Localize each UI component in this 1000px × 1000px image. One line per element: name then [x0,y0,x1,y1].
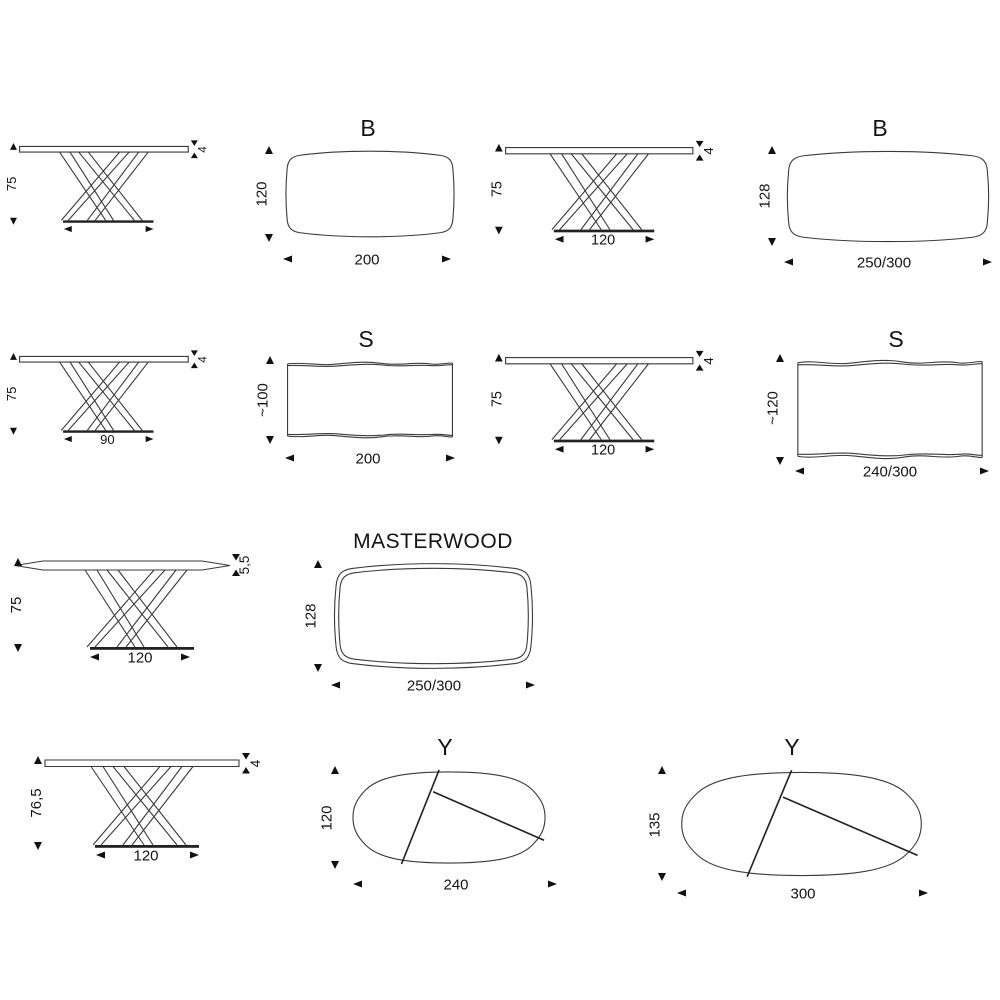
width-dim-label: 90 [100,431,115,447]
arrow-right-icon [181,654,190,661]
arrow-down-icon [191,350,198,356]
table-front-drawing [20,356,189,432]
thickness-dimension [191,350,210,368]
arrow-up-icon [495,354,503,362]
arrow-up-icon [14,558,22,566]
width-dim-label: 120 [591,442,616,459]
top-view-diagram-b1 [248,104,466,272]
arrow-up-icon [768,146,776,154]
table-front-drawing [506,148,693,233]
tabletop-outline [682,770,922,876]
depth-dimension [319,766,340,869]
arrow-up-icon [331,766,339,774]
shape-title: MASTERWOOD [353,530,513,553]
arrow-right-icon [548,881,557,888]
arrow-down-icon [658,873,666,881]
arrow-up-icon [314,560,322,568]
arrow-down-icon [242,753,250,760]
arrow-right-icon [146,436,154,442]
depth-dim-label: 128 [302,603,320,629]
front-view-diagram-2 [486,136,726,247]
arrow-right-icon [190,852,199,859]
tabletop-outline [288,362,453,438]
width-dimension [64,226,154,232]
front-view-diagram-6 [25,748,273,863]
arrow-left-icon [784,259,793,266]
length-dimension [285,451,455,468]
front-view-diagram-1 [2,136,218,236]
arrow-left-icon [331,682,340,689]
thickness-dimension [242,753,263,774]
depth-dim-label: ~100 [254,383,272,417]
arrow-up-icon [658,766,666,774]
height-dim-label: 75 [4,176,20,192]
width-dimension [90,650,190,667]
arrow-up-icon [266,356,274,364]
arrow-right-icon [646,446,655,453]
tabletop-outline [353,770,545,864]
length-dim-label: 250/300 [406,677,462,695]
width-dimension [64,432,154,447]
length-dimension [331,678,535,695]
arrow-right-icon [526,682,535,689]
depth-dimension [765,354,785,465]
arrow-up-icon [776,354,784,362]
length-dim-label: 250/300 [856,254,912,272]
depth-dimension [303,560,323,672]
arrow-down-icon [696,351,704,357]
length-dimension [677,886,928,903]
arrow-down-icon [10,218,17,225]
shape-title: B [872,115,888,141]
arrow-up-icon [10,143,17,150]
length-dim-label: 200 [355,450,381,468]
thickness-dim-label: 4 [701,357,717,365]
width-dim-label: 120 [133,847,159,865]
height-dim-label: 75 [489,391,506,408]
length-dim-label: 200 [354,251,380,269]
tabletop-outline [286,151,454,237]
width-dimension [555,233,654,249]
arrow-down-icon [266,436,274,444]
arrow-right-icon [146,226,154,232]
shape-title: S [358,326,374,352]
arrow-up-icon [265,146,273,154]
arrow-down-icon [314,664,322,672]
height-dimension [490,144,506,235]
length-dimension [353,877,557,894]
table-front-drawing [15,561,230,650]
arrow-down-icon [495,227,503,235]
shape-title: B [360,115,376,141]
arrow-down-icon [776,457,784,465]
height-dimension [8,558,25,652]
height-dim-label: 76,5 [28,788,45,818]
length-dim-label: 300 [790,885,816,903]
width-dimension [96,848,199,865]
arrow-left-icon [96,852,105,859]
top-view-diagram-s2 [758,316,1000,481]
width-dimension [555,443,654,459]
top-view-diagram-b2 [756,104,1000,276]
thickness-dim-label: 4 [196,356,210,363]
front-view-diagram-4 [486,346,726,457]
front-view-diagram-3 [2,346,218,446]
tabletop-outline [798,360,982,458]
table-front-drawing [506,358,693,443]
depth-dimension [647,766,667,881]
thickness-dimension [232,554,252,576]
height-dimension [4,143,19,225]
height-dimension [28,756,45,850]
thickness-dim-label: 4 [248,759,263,768]
arrow-left-icon [555,446,564,453]
arrow-up-icon [10,353,17,360]
depth-dim-label: 120 [253,181,271,207]
arrow-right-icon [980,468,989,475]
width-dim-label: 120 [127,649,153,667]
depth-dim-label: 120 [318,805,336,831]
arrow-down-icon [265,234,273,242]
length-dim-label: 240/300 [862,463,918,481]
arrow-down-icon [331,861,339,869]
arrow-left-icon [677,890,686,897]
arrow-right-icon [919,890,928,897]
height-dim-label: 75 [489,181,506,198]
shape-title: Y [437,734,453,760]
top-view-diagram-masterwood [300,518,552,698]
table-front-drawing [20,146,189,222]
arrow-down-icon [191,140,198,146]
arrow-left-icon [64,436,72,442]
tabletop-outline [787,151,988,241]
arrow-left-icon [285,455,294,462]
depth-dimension [254,146,274,242]
shape-title: S [888,326,904,352]
arrow-right-icon [983,259,992,266]
arrow-up-icon [34,756,42,764]
height-dimension [490,354,506,445]
arrow-right-icon [442,256,451,263]
arrow-down-icon [34,842,42,850]
depth-dim-label: ~120 [764,391,782,425]
width-dim-label: 120 [591,232,616,249]
arrow-left-icon [90,654,99,661]
arrow-down-icon [696,141,704,147]
arrow-left-icon [795,468,804,475]
arrow-left-icon [283,256,292,263]
arrow-down-icon [768,238,776,246]
depth-dim-label: 135 [646,812,664,838]
arrow-left-icon [353,881,362,888]
depth-dim-label: 128 [756,183,774,209]
thickness-dimension [696,141,716,161]
depth-dimension [757,146,777,246]
arrow-down-icon [495,437,503,445]
arrow-left-icon [64,226,72,232]
top-view-diagram-y2 [645,726,1000,908]
depth-dimension [255,356,275,444]
thickness-dimension [191,140,210,158]
length-dim-label: 240 [443,876,469,894]
top-view-diagram-s1 [248,316,466,472]
length-dimension [795,464,989,481]
arrow-left-icon [555,236,564,243]
thickness-dimension [696,351,716,371]
table-front-drawing [45,760,239,848]
arrow-down-icon [14,644,22,652]
thickness-dim-label: 5,5 [237,555,252,575]
arrow-right-icon [446,455,455,462]
thickness-dim-label: 4 [701,147,717,155]
height-dim-label: 75 [8,596,25,614]
arrow-right-icon [646,236,655,243]
height-dimension [4,353,19,435]
shape-title: Y [784,734,800,760]
top-view-diagram-y1 [310,726,562,900]
height-dim-label: 75 [4,386,20,402]
length-dimension [784,255,992,272]
length-dimension [283,252,451,269]
thickness-dim-label: 4 [196,146,210,153]
front-view-diagram-5 [5,550,253,665]
tabletop-outline [335,564,533,669]
arrow-up-icon [495,144,503,152]
arrow-down-icon [10,428,17,435]
